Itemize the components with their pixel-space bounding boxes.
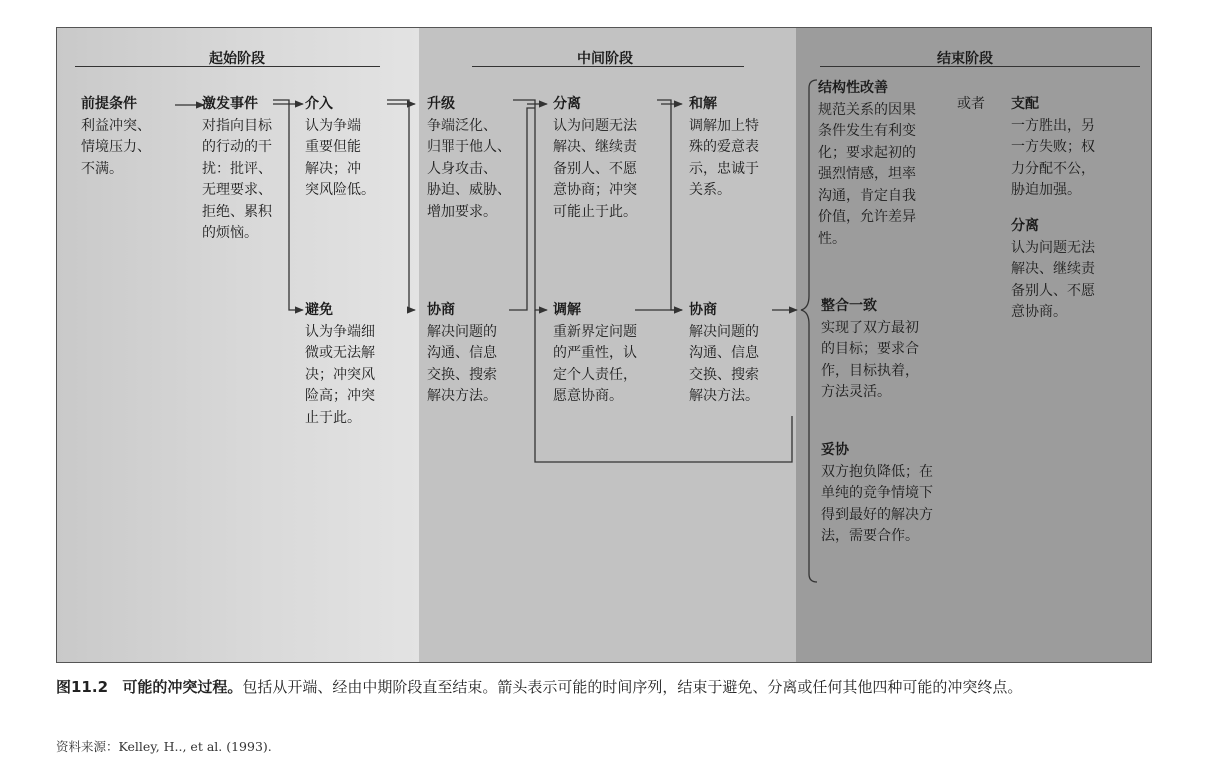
node-structural-improvement: 结构性改善 规范关系的因果 条件发生有利变 化；要求起初的 强烈情感，坦率 沟通，肯定自我 价值，允许差异 性。 xyxy=(818,80,916,247)
or-label: 或者 xyxy=(957,96,985,112)
node-separate-middle: 分离 认为问题无法 解决、继续责 备别人、不愿 意协商；冲突 可能止于此。 xyxy=(553,96,637,220)
node-reconcile: 和解 调解加上特 殊的爱意表 示，忠诚于 关系。 xyxy=(689,96,759,198)
node-avoid: 避免 认为争端细 微或无法解 决；冲突风 险高；冲突 止于此。 xyxy=(305,302,375,426)
conflict-process-diagram xyxy=(56,27,1152,663)
arrow-trigger-avoid xyxy=(273,100,303,310)
node-trigger: 激发事件 对指向目标 的行动的干 扰：批评、 无理要求、 拒绝、累积 的烦恼。 xyxy=(202,96,272,241)
node-compromise: 妥协 双方抱负降低；在 单纯的竞争情境下 得到最好的解决方 法，需要合作。 xyxy=(821,442,933,544)
stage-title-end: 结束阶段 xyxy=(937,51,993,67)
stage-title-start: 起始阶段 xyxy=(209,51,265,67)
figure-number: 图11.2 xyxy=(56,678,109,696)
figure-source: 资料来源：Kelley, H.., et al. (1993). xyxy=(56,739,272,754)
node-mediate: 调解 重新界定问题 的严重性，认 定个人责任， 愿意协商。 xyxy=(553,302,637,404)
line-negotiate-up xyxy=(509,108,535,310)
figure-caption-body: 包括从开端、经由中期阶段直至结束。箭头表示可能的时间序列，结束于避免、分离或任何其他四种可能的冲突终点。 xyxy=(242,678,1023,696)
figure-caption xyxy=(56,673,1156,701)
node-negotiate-2: 协商 解决问题的 沟通、信息 交换、搜索 解决方法。 xyxy=(689,302,759,404)
node-escalate: 升级 争端泛化、 归罪于他人、 人身攻击、 胁迫、威胁、 增加要求。 xyxy=(427,96,511,220)
node-intervene: 介入 认为争端 重要但能 解决；冲 突风险低。 xyxy=(305,96,375,198)
figure-title: 可能的冲突过程。 xyxy=(122,678,243,696)
end-bracket xyxy=(801,80,817,582)
node-integrative-agreement: 整合一致 实现了双方最初 的目标；要求合 作，目标执着， 方法灵活。 xyxy=(821,298,919,400)
node-negotiate-1: 协商 解决问题的 沟通、信息 交换、搜索 解决方法。 xyxy=(427,302,497,404)
arrow-intervene-negotiate xyxy=(387,100,415,310)
node-separate-end: 分离 认为问题无法 解决、继续责 备别人、不愿 意协商。 xyxy=(1011,218,1095,320)
stage-title-middle: 中间阶段 xyxy=(577,51,633,67)
node-precondition: 前提条件 利益冲突、 情境压力、 不满。 xyxy=(81,96,151,177)
arrow-separate-negotiate2 xyxy=(657,100,682,310)
arrow-escalate-mediate xyxy=(513,100,547,310)
node-dominate: 支配 一方胜出，另 一方失败；权 力分配不公， 胁迫加强。 xyxy=(1011,96,1095,198)
